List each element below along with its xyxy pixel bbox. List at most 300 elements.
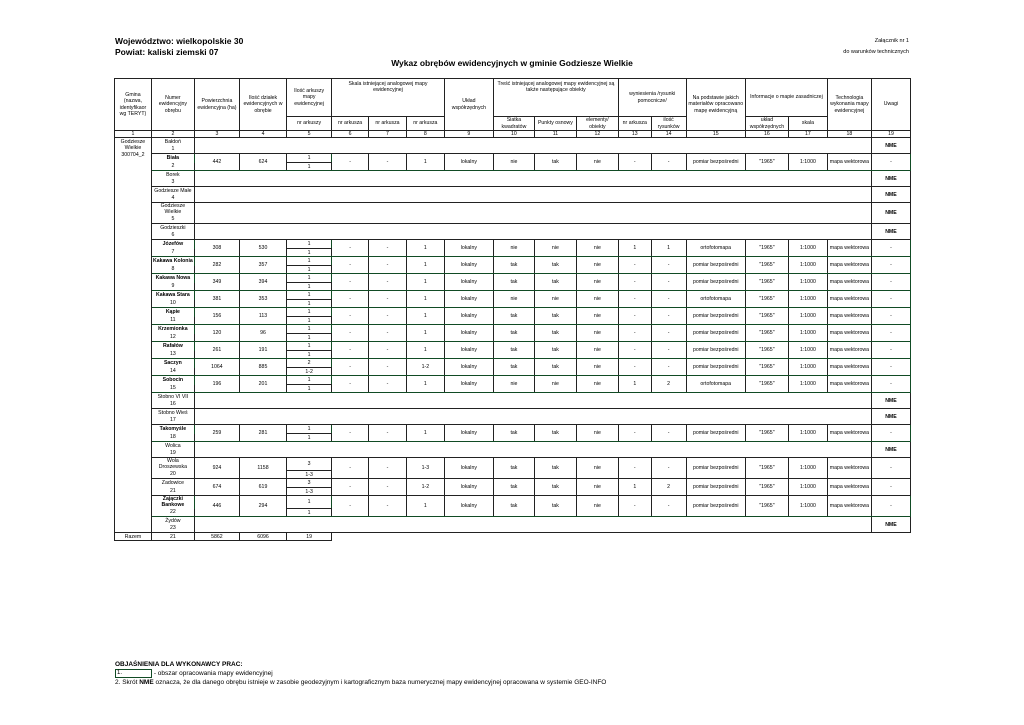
gmina-cell	[115, 138, 152, 533]
scale-1000-value: -	[332, 308, 369, 325]
remarks-value: -	[871, 359, 910, 376]
area-value: 261	[194, 342, 239, 359]
parcels-value: 1158	[239, 458, 286, 479]
elements-value: nie	[576, 458, 618, 479]
grid-value: tak	[493, 257, 534, 274]
col-skala	[332, 79, 445, 117]
total-row	[115, 533, 911, 541]
parcels-value: 294	[239, 496, 286, 517]
scale-1000-value: -	[332, 325, 369, 342]
sheet-numbers: 1	[287, 334, 332, 342]
col-punkty: Punkty osnowy	[534, 117, 576, 131]
voivodeship-label: Województwo: wielkopolskie 30	[115, 36, 244, 46]
empty-cell	[686, 533, 745, 541]
technology-value: mapa wektorowa	[827, 425, 871, 442]
base-coord-value: "1965"	[745, 425, 788, 442]
area-value: 259	[194, 425, 239, 442]
empty-cell	[745, 533, 788, 541]
col-tresc	[493, 79, 618, 117]
obreb-name: Bałdoń	[151, 138, 194, 146]
base-scale-value: 1:1000	[788, 458, 827, 479]
grid-value: nie	[493, 291, 534, 308]
scale-5000-value: 1	[406, 325, 444, 342]
elements-value: nie	[576, 496, 618, 517]
obreb-number: 10	[151, 300, 194, 308]
gmina-name: Godziesze Wielkie	[120, 139, 146, 152]
table-row	[115, 171, 911, 179]
area-value: 924	[194, 458, 239, 479]
obreb-number: 8	[151, 266, 194, 274]
col-podstawa: Na podstawie jakich materiałów opracowano mapę ewidencyjną	[686, 79, 745, 131]
col-wyniesienia: wyniesienia /rysunki pomocnicze/	[618, 79, 686, 117]
source-material-value: ortofotomapa	[686, 376, 745, 393]
scale-5000-value: 1	[406, 257, 444, 274]
empty-cell	[194, 138, 871, 154]
col-number: 1	[115, 131, 152, 138]
obreb-name: Godziesze Małe	[151, 187, 194, 195]
col-number: 12	[576, 131, 618, 138]
obreb-number: 12	[151, 334, 194, 342]
grid-value: tak	[493, 496, 534, 517]
col-uklad-wsp: układ współrzędnych	[745, 117, 788, 131]
technology-value: mapa wektorowa	[827, 376, 871, 393]
obreb-name: Wolica	[151, 442, 194, 450]
col-number: 9	[444, 131, 493, 138]
parcels-value: 191	[239, 342, 286, 359]
source-material-value: ortofotomapa	[686, 291, 745, 308]
nme-remark: NME	[871, 187, 910, 203]
scale-2000-value: -	[369, 291, 407, 308]
remarks-value: -	[871, 376, 910, 393]
source-material-value: pomiar bezpośredni	[686, 425, 745, 442]
sheet-count: 1	[287, 257, 332, 266]
parcels-value: 357	[239, 257, 286, 274]
empty-cell	[651, 533, 686, 541]
sketch-count-value: -	[651, 257, 686, 274]
control-points-value: tak	[534, 359, 576, 376]
base-scale-value: 1:1000	[788, 154, 827, 171]
obreb-number: 17	[151, 417, 194, 425]
col-nr-arkuszy: nr arkuszy	[287, 117, 332, 131]
control-points-value: tak	[534, 342, 576, 359]
empty-cell	[194, 393, 871, 409]
parcels-value: 624	[239, 154, 286, 171]
area-value: 1064	[194, 359, 239, 376]
document-title: Wykaz obrębów ewidencyjnych w gminie Godziesze Wielkie	[391, 58, 633, 68]
scale-2000-value: -	[369, 325, 407, 342]
grid-value: tak	[493, 479, 534, 496]
obreb-number: 7	[151, 249, 194, 257]
elements-value: nie	[576, 376, 618, 393]
col-info: Informacje o mapie zasadniczej	[745, 79, 827, 117]
technology-value: mapa wektorowa	[827, 359, 871, 376]
scale-5000-value: 1	[406, 274, 444, 291]
sketch-sheet-value: -	[618, 257, 651, 274]
sheet-count: 1	[287, 291, 332, 300]
obreb-number: 21	[151, 488, 194, 496]
legend-box: 1.	[115, 669, 152, 678]
obreb-number: 5	[151, 216, 194, 224]
empty-cell	[576, 533, 618, 541]
scale-5000-value: 1	[406, 496, 444, 517]
scale-5000-value: 1	[406, 154, 444, 171]
scale-2000-value: -	[369, 308, 407, 325]
sketch-sheet-value: -	[618, 496, 651, 517]
scale-5000-value: 1	[406, 240, 444, 257]
control-points-value: nie	[534, 291, 576, 308]
empty-cell	[406, 533, 444, 541]
col-uwagi: Uwagi	[871, 79, 910, 131]
table-row	[115, 442, 911, 450]
col-powierzchnia: Powierzchnia ewidencyjna (ha)	[194, 79, 239, 131]
grid-value: tak	[493, 342, 534, 359]
col-skala-zas: skala	[788, 117, 827, 131]
table-row	[115, 257, 911, 266]
table-row	[115, 138, 911, 146]
scale-2000-value: -	[369, 479, 407, 496]
col-number: 17	[788, 131, 827, 138]
sketch-count-value: 1	[651, 240, 686, 257]
obreb-name: Józefów	[151, 240, 194, 249]
legend-title: OBJAŚNIENIA DLA WYKONAWCY PRAC:	[115, 661, 243, 668]
obreb-name: Stobno VI VII	[151, 393, 194, 401]
table-row	[115, 187, 911, 195]
base-scale-value: 1:1000	[788, 274, 827, 291]
scale-5000-value: 1-3	[406, 458, 444, 479]
technology-value: mapa wektorowa	[827, 342, 871, 359]
source-material-value: pomiar bezpośredni	[686, 458, 745, 479]
sketch-sheet-value: -	[618, 425, 651, 442]
sheet-numbers: 1	[287, 163, 332, 171]
col-nr-arkusza-5000: nr arkusza	[406, 117, 444, 131]
obreb-number: 15	[151, 385, 194, 393]
sheet-numbers: 1	[287, 249, 332, 257]
elements-value: nie	[576, 291, 618, 308]
obreb-number: 1	[151, 146, 194, 154]
area-value: 349	[194, 274, 239, 291]
elements-value: nie	[576, 308, 618, 325]
sheet-numbers: 1-2	[287, 368, 332, 376]
table-row	[115, 425, 911, 434]
col-number: 3	[194, 131, 239, 138]
sketch-count-value: -	[651, 458, 686, 479]
obreb-name: Stobno Wieś	[151, 409, 194, 417]
coordinate-system-value: lokalny	[444, 458, 493, 479]
obreb-number: 2	[151, 163, 194, 171]
sheet-count: 1	[287, 274, 332, 283]
control-points-value: nie	[534, 240, 576, 257]
scale-1000-value: -	[332, 342, 369, 359]
remarks-value: -	[871, 154, 910, 171]
obreb-name: Saczyn	[151, 359, 194, 368]
sketch-count-value: -	[651, 359, 686, 376]
scale-1000-value: -	[332, 458, 369, 479]
control-points-value: tak	[534, 496, 576, 517]
scale-2000-value: -	[369, 458, 407, 479]
scale-5000-value: 1	[406, 291, 444, 308]
scale-5000-value: 1	[406, 342, 444, 359]
sheet-numbers: 1	[287, 300, 332, 308]
base-coord-value: "1965"	[745, 479, 788, 496]
control-points-value: nie	[534, 376, 576, 393]
technology-value: mapa wektorowa	[827, 240, 871, 257]
technology-value: mapa wektorowa	[827, 496, 871, 517]
empty-cell	[369, 533, 407, 541]
table-row	[115, 458, 911, 471]
grid-value: tak	[493, 308, 534, 325]
sheet-count: 3	[287, 458, 332, 471]
table-row	[115, 376, 911, 385]
coordinate-system-value: lokalny	[444, 308, 493, 325]
remarks-value: -	[871, 240, 910, 257]
obreb-number: 18	[151, 434, 194, 442]
base-scale-value: 1:1000	[788, 308, 827, 325]
sketch-sheet-value: -	[618, 291, 651, 308]
obreb-name: Zadowice	[151, 479, 194, 488]
coordinate-system-value: lokalny	[444, 240, 493, 257]
base-scale-value: 1:1000	[788, 342, 827, 359]
area-value: 308	[194, 240, 239, 257]
table-row	[115, 154, 911, 163]
sketch-sheet-value: -	[618, 342, 651, 359]
base-scale-value: 1:1000	[788, 291, 827, 308]
source-material-value: pomiar bezpośredni	[686, 359, 745, 376]
elements-value: nie	[576, 154, 618, 171]
sketch-count-value: -	[651, 425, 686, 442]
obreb-name: Biała	[151, 154, 194, 163]
empty-cell	[618, 533, 651, 541]
base-coord-value: "1965"	[745, 325, 788, 342]
table-row	[115, 325, 911, 334]
parcels-value: 96	[239, 325, 286, 342]
source-material-value: ortofotomapa	[686, 240, 745, 257]
sheet-count: 1	[287, 240, 332, 249]
elements-value: nie	[576, 240, 618, 257]
sheet-numbers: 1	[287, 283, 332, 291]
sheet-numbers: 1-3	[287, 471, 332, 479]
scale-1000-value: -	[332, 291, 369, 308]
empty-cell	[332, 533, 369, 541]
nme-remark: NME	[871, 203, 910, 224]
nme-remark: NME	[871, 442, 910, 458]
remarks-value: -	[871, 257, 910, 274]
sheet-numbers: 1	[287, 385, 332, 393]
obreb-name: Godzieszki	[151, 224, 194, 232]
legend-line-1: - obszar opracowania mapy ewidencyjnej	[153, 670, 273, 678]
sheet-count: 1	[287, 376, 332, 385]
scale-2000-value: -	[369, 154, 407, 171]
col-number: 19	[871, 131, 910, 138]
sketch-count-value: -	[651, 342, 686, 359]
sketch-sheet-value: -	[618, 325, 651, 342]
col-number: 11	[534, 131, 576, 138]
sketch-sheet-value: 1	[618, 240, 651, 257]
scale-2000-value: -	[369, 376, 407, 393]
sheet-count: 1	[287, 425, 332, 434]
sheet-numbers: 1	[287, 266, 332, 274]
col-technologia: Technologia wykonania mapy ewidencyjnej	[827, 79, 871, 131]
scale-1000-value: -	[332, 496, 369, 517]
col-arkusze: Ilość arkuszy mapy ewidencyjnej	[287, 79, 332, 117]
sketch-sheet-value: -	[618, 274, 651, 291]
base-scale-value: 1:1000	[788, 496, 827, 517]
col-dzialki: Ilość działek ewidencyjnych w obrębie	[239, 79, 286, 131]
coordinate-system-value: lokalny	[444, 274, 493, 291]
col-ilosc-rysunkow: ilość rysunków	[651, 117, 686, 131]
grid-value: tak	[493, 458, 534, 479]
base-scale-value: 1:1000	[788, 325, 827, 342]
scale-5000-value: 1-2	[406, 479, 444, 496]
coordinate-system-value: lokalny	[444, 154, 493, 171]
col-number: 6	[332, 131, 369, 138]
total-area: 5862	[194, 533, 239, 541]
scale-1000-value: -	[332, 376, 369, 393]
parcels-value: 201	[239, 376, 286, 393]
county-label: Powiat: kaliski ziemski 07	[115, 47, 219, 57]
area-value: 442	[194, 154, 239, 171]
obreb-number: 20	[151, 471, 194, 479]
source-material-value: pomiar bezpośredni	[686, 308, 745, 325]
coordinate-system-value: lokalny	[444, 496, 493, 517]
base-scale-value: 1:1000	[788, 479, 827, 496]
sketch-count-value: 2	[651, 479, 686, 496]
base-scale-value: 1:1000	[788, 240, 827, 257]
base-scale-value: 1:1000	[788, 425, 827, 442]
source-material-value: pomiar bezpośredni	[686, 154, 745, 171]
coordinate-system-value: lokalny	[444, 376, 493, 393]
nme-remark: NME	[871, 138, 910, 154]
col-elementy: elementy/ obiekty	[576, 117, 618, 131]
col-number: 8	[406, 131, 444, 138]
legend-line-2-post: oznacza, że dla danego obrębu istnieje w zasobie geodezyjnym i kartograficznym baza numerycznej mapy ewidencyjnej opracowana w systemie GEO-INFO	[153, 679, 607, 686]
obreb-name: Takomyśle	[151, 425, 194, 434]
scale-1000-value: -	[332, 240, 369, 257]
obreb-name: Kakawa Kolonia	[152, 258, 193, 265]
empty-cell	[194, 517, 871, 533]
control-points-value: tak	[534, 425, 576, 442]
sheet-count: 1	[287, 308, 332, 317]
col-number: 7	[369, 131, 407, 138]
scale-2000-value: -	[369, 240, 407, 257]
scale-1000-value: -	[332, 154, 369, 171]
sketch-sheet-value: -	[618, 308, 651, 325]
coordinate-system-value: lokalny	[444, 257, 493, 274]
parcels-value: 113	[239, 308, 286, 325]
remarks-value: -	[871, 479, 910, 496]
sheet-numbers: 1	[287, 509, 332, 517]
base-coord-value: "1965"	[745, 240, 788, 257]
coordinate-system-value: lokalny	[444, 425, 493, 442]
coordinate-system-value: lokalny	[444, 291, 493, 308]
base-coord-value: "1965"	[745, 308, 788, 325]
sheet-count: 2	[287, 359, 332, 368]
base-coord-value: "1965"	[745, 291, 788, 308]
remarks-value: -	[871, 425, 910, 442]
col-gmina: Gmina (nazwa, identyfikaor wg TERYT)	[115, 79, 152, 131]
obreb-name: Zajączki Bankowe	[151, 496, 194, 509]
coordinate-system-value: lokalny	[444, 479, 493, 496]
control-points-value: tak	[534, 308, 576, 325]
obreb-name: Godziesze Wielkie	[151, 203, 194, 216]
scale-5000-value: 1-2	[406, 359, 444, 376]
scale-2000-value: -	[369, 425, 407, 442]
base-scale-value: 1:1000	[788, 257, 827, 274]
sheet-numbers: 1-3	[287, 488, 332, 496]
source-material-value: pomiar bezpośredni	[686, 479, 745, 496]
attachment-subtitle: do warunków technicznych	[843, 49, 909, 55]
table-row	[115, 274, 911, 283]
scale-5000-value: 1	[406, 425, 444, 442]
area-value: 120	[194, 325, 239, 342]
empty-cell	[444, 533, 493, 541]
sketch-sheet-value: -	[618, 458, 651, 479]
col-number: 15	[686, 131, 745, 138]
control-points-value: tak	[534, 274, 576, 291]
table-row	[115, 308, 911, 317]
remarks-value: -	[871, 325, 910, 342]
scale-1000-value: -	[332, 425, 369, 442]
source-material-value: pomiar bezpośredni	[686, 325, 745, 342]
obreb-name: Rafałów	[151, 342, 194, 351]
technology-value: mapa wektorowa	[827, 325, 871, 342]
source-material-value: pomiar bezpośredni	[686, 274, 745, 291]
nme-remark: NME	[871, 224, 910, 240]
sketch-count-value: -	[651, 154, 686, 171]
remarks-value: -	[871, 291, 910, 308]
obreb-number: 23	[151, 525, 194, 533]
col-number: 4	[239, 131, 286, 138]
col-number: 2	[151, 131, 194, 138]
sketch-count-value: -	[651, 291, 686, 308]
col-nr-arkusza-1000: nr arkusza	[332, 117, 369, 131]
technology-value: mapa wektorowa	[827, 257, 871, 274]
obreb-name: Żydów	[151, 517, 194, 525]
table-row	[115, 496, 911, 509]
base-scale-value: 1:1000	[788, 376, 827, 393]
area-value: 282	[194, 257, 239, 274]
remarks-value: -	[871, 274, 910, 291]
sketch-count-value: -	[651, 325, 686, 342]
coordinate-system-value: lokalny	[444, 342, 493, 359]
remarks-value: -	[871, 458, 910, 479]
total-count: 21	[151, 533, 194, 541]
grid-value: nie	[493, 154, 534, 171]
col-number: 18	[827, 131, 871, 138]
base-coord-value: "1965"	[745, 257, 788, 274]
col-number: 16	[745, 131, 788, 138]
empty-cell	[194, 409, 871, 425]
sheet-count: 1	[287, 325, 332, 334]
sheet-numbers: 1	[287, 434, 332, 442]
area-value: 446	[194, 496, 239, 517]
elements-value: nie	[576, 342, 618, 359]
source-material-value: pomiar bezpośredni	[686, 257, 745, 274]
grid-value: nie	[493, 240, 534, 257]
parcels-value: 619	[239, 479, 286, 496]
control-points-value: tak	[534, 479, 576, 496]
source-material-value: pomiar bezpośredni	[686, 496, 745, 517]
nme-remark: NME	[871, 171, 910, 187]
sheet-count: 3	[287, 479, 332, 488]
table-row	[115, 479, 911, 488]
coordinate-system-value: lokalny	[444, 359, 493, 376]
parcels-value: 353	[239, 291, 286, 308]
elements-value: nie	[576, 274, 618, 291]
obreb-number: 9	[151, 283, 194, 291]
area-value: 381	[194, 291, 239, 308]
col-number: 13	[618, 131, 651, 138]
table-row	[115, 409, 911, 417]
